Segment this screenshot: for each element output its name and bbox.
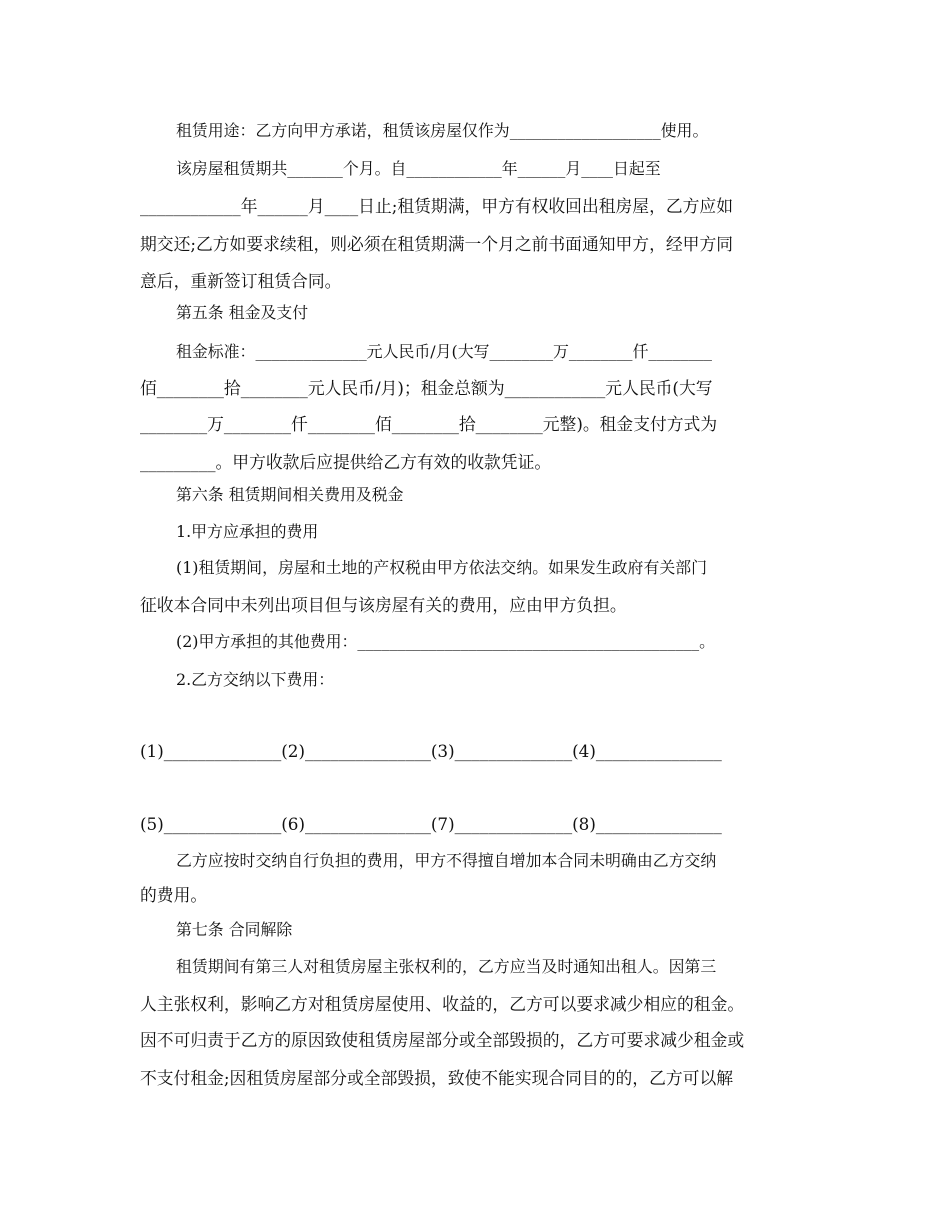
text-line: 该房屋租赁期共_______个月。自____________年______月____日起至 (176, 159, 661, 178)
text-line: 2.乙方交纳以下费用： (176, 670, 335, 689)
text-line: _________。甲方收款后应提供给乙方有效的收款凭证。 (140, 452, 552, 472)
text-line: 租赁期间有第三人对租赁房屋主张权利的，乙方应当及时通知出租人。因第三 (176, 957, 717, 976)
text-line: (2)甲方承担的其他费用：___________________________________________。 (176, 632, 715, 651)
text-line: (1)租赁期间，房屋和土地的产权税由甲方依法交纳。如果发生政府有关部门 (176, 558, 708, 577)
text-line: 的费用。 (140, 885, 208, 905)
text-line: 期交还;乙方如要求续租，则必须在租赁期满一个月之前书面通知甲方，经甲方同 (140, 234, 734, 254)
text-line: 人主张权利，影响乙方对租赁房屋使用、收益的，乙方可以要求减少相应的租金。 (140, 994, 745, 1014)
text-line: 1.甲方应承担的费用 (176, 522, 319, 541)
section-heading: 第七条 合同解除 (176, 920, 293, 939)
text-line: ________万________仟________佰________拾________元整)。租金支付方式为 (140, 414, 718, 434)
text-line: 租赁用途：乙方向甲方承诺，租赁该房屋仅作为___________________使用。 (176, 121, 709, 140)
text-line: ____________年______月____日止;租赁期满，甲方有权收回出租房屋，乙方应如 (140, 196, 733, 216)
section-heading: 第五条 租金及支付 (176, 303, 309, 322)
text-line: 乙方应按时交纳自行负担的费用，甲方不得擅自增加本合同未明确由乙方交纳 (176, 851, 717, 870)
text-line: 意后，重新签订租赁合同。 (140, 271, 342, 291)
fee-blank-row: (5)______________(6)_______________(7)______________(8)_______________ (140, 814, 722, 834)
text-line: 因不可归责于乙方的原因致使租赁房屋部分或全部毁损的，乙方可要求减少租金或 (140, 1030, 745, 1050)
section-heading: 第六条 租赁期间相关费用及税金 (176, 485, 404, 504)
fee-blank-row: (1)______________(2)_______________(3)______________(4)_______________ (140, 741, 722, 761)
text-line: 佰________拾________元人民币/月)；租金总额为____________元人民币(大写 (140, 378, 713, 398)
text-line: 征收本合同中未列出项目但与该房屋有关的费用，应由甲方负担。 (140, 595, 627, 615)
text-line: 不支付租金;因租赁房屋部分或全部毁损，致使不能实现合同目的的，乙方可以解 (140, 1068, 734, 1088)
text-line: 租金标准：______________元人民币/月(大写________万________仟________ (176, 342, 712, 361)
